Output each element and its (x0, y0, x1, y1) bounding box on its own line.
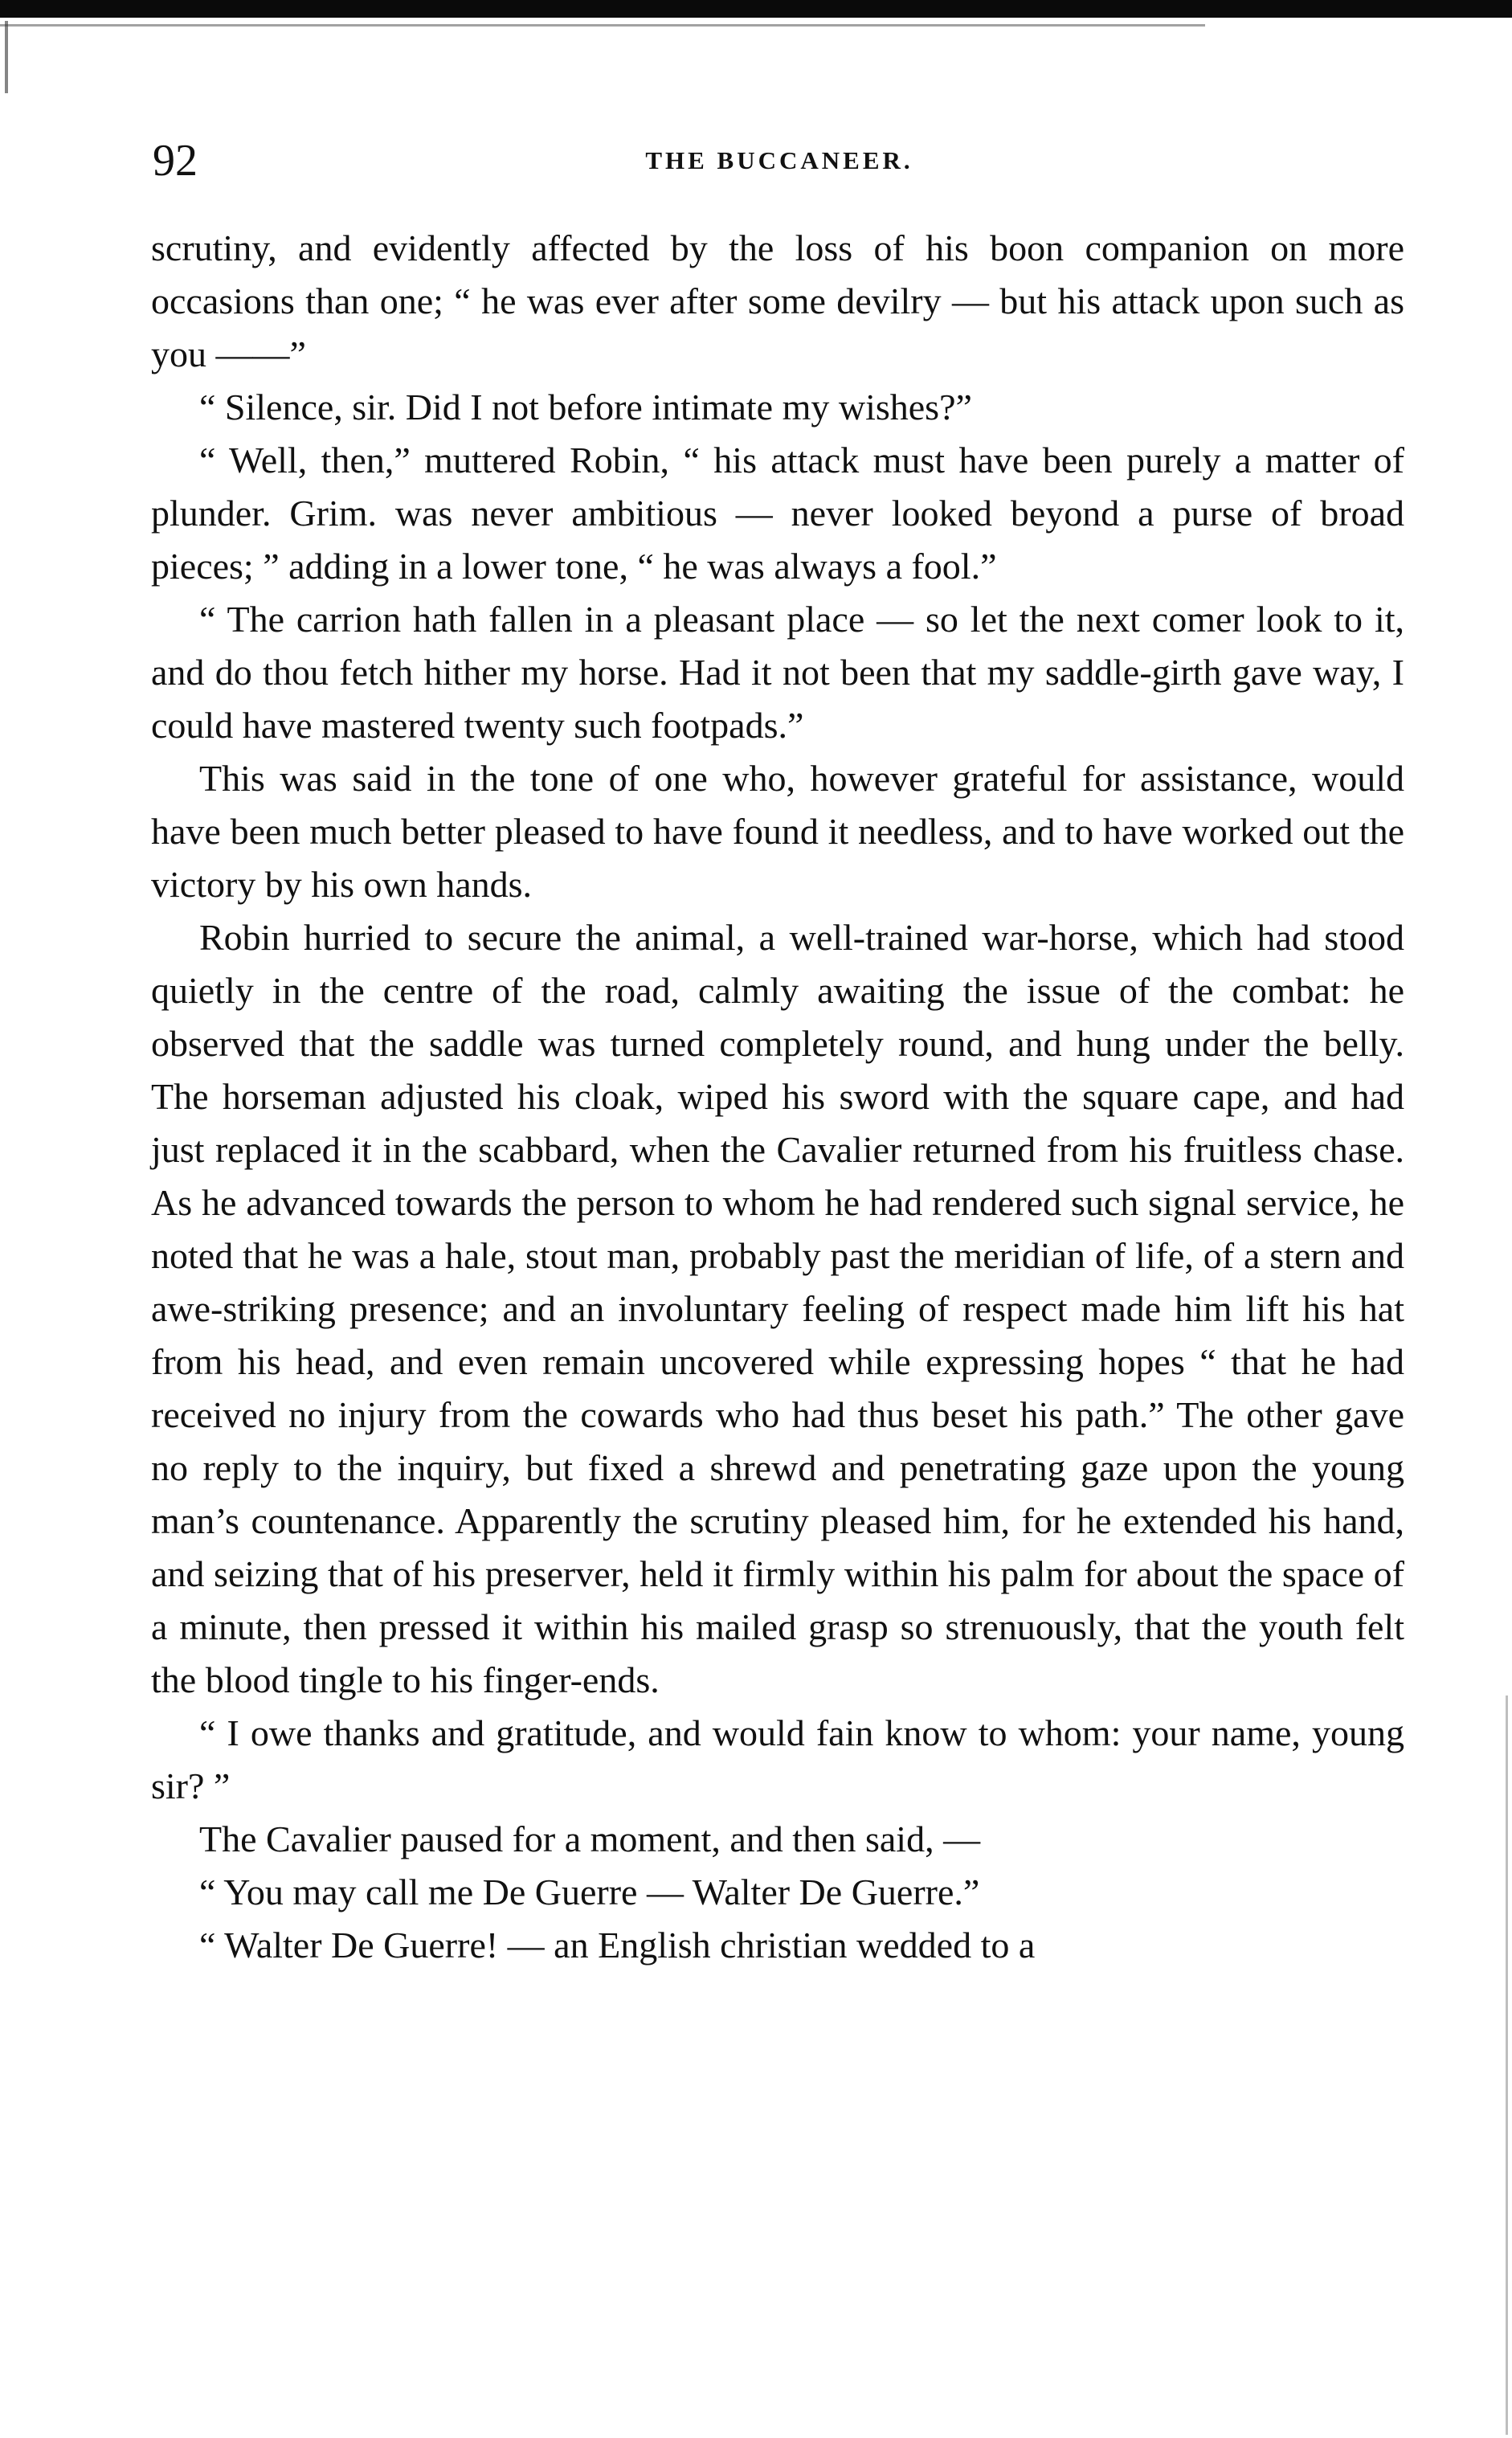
paragraph-7: “ I owe thanks and gratitude, and would fain know to whom: your name, young sir? ” (151, 1712, 1404, 1806)
binding-edge-mark (5, 21, 8, 93)
running-head: THE BUCCANEER. (645, 146, 913, 174)
paragraph-3: “ Well, then,” muttered Robin, “ his attack must have been purely a matter of plunder. Grim. was never ambitious — never looked beyond a purse of broad pieces; ” adding in a lower tone, “ he was always a fool.” (151, 440, 1404, 587)
paragraph-8: The Cavalier paused for a moment, and then said, — (199, 1818, 981, 1859)
paragraph-9: “ You may call me De Guerre — Walter De Guerre.” (199, 1871, 980, 1912)
paragraph-5: This was said in the tone of one who, however grateful for assistance, would have been much better pleased to have found it needless, and to have worked out the victory by his own hands. (151, 758, 1404, 905)
top-border-shadow (0, 24, 1205, 27)
paragraph-2: “ Silence, sir. Did I not before intimate my wishes?” (199, 387, 972, 427)
top-border-rule (0, 0, 1512, 18)
page-edge-mark (1506, 1696, 1508, 2435)
page-number: 92 (153, 136, 198, 186)
paragraph-6: Robin hurried to secure the animal, a well-trained war-horse, which had stood quietly in the centre of the road, calmly awaiting the issue of the combat: he observed that the saddle was turned completely round, and hung under the belly. The horseman adjusted his cloak, wiped his sword with the square cape, and had just replaced it in the scabbard, when the Cavalier returned from his fruitless chase. As he advanced towards the person to whom he had rendered such signal service, he noted that he was a hale, stout man, probably past the meridian of life, of a stern and awe-striking presence; and an involuntary feeling of respect made him lift his hat from his head, and even remain uncovered while expressing hopes “ that he had received no injury from the cowards who had thus beset his path.” The other gave no reply to the inquiry, but fixed a shrewd and penetrating gaze upon the young man’s countenance. Apparently the scrutiny pleased him, for he extended his hand, and seizing that of his preserver, held it firmly within his palm for about the space of a minute, then pressed it within his mailed grasp so strenuously, that the youth felt the blood tingle to his finger-ends. (151, 917, 1404, 1700)
paragraph-1: scrutiny, and evidently affected by the loss of his boon companion on more occasions than one; “ he was ever after some devilry — but his attack upon such as you ——” (151, 227, 1404, 374)
body-text (151, 222, 1404, 1972)
page-header (153, 133, 1406, 189)
paragraph-10: “ Walter De Guerre! — an English christian wedded to a (199, 1925, 1036, 1966)
paragraph-4: “ The carrion hath fallen in a pleasant place — so let the next comer look to it, and do thou fetch hither my horse. Had it not been that my saddle-girth gave way, I could have mastered twenty such footpads.” (151, 599, 1404, 746)
